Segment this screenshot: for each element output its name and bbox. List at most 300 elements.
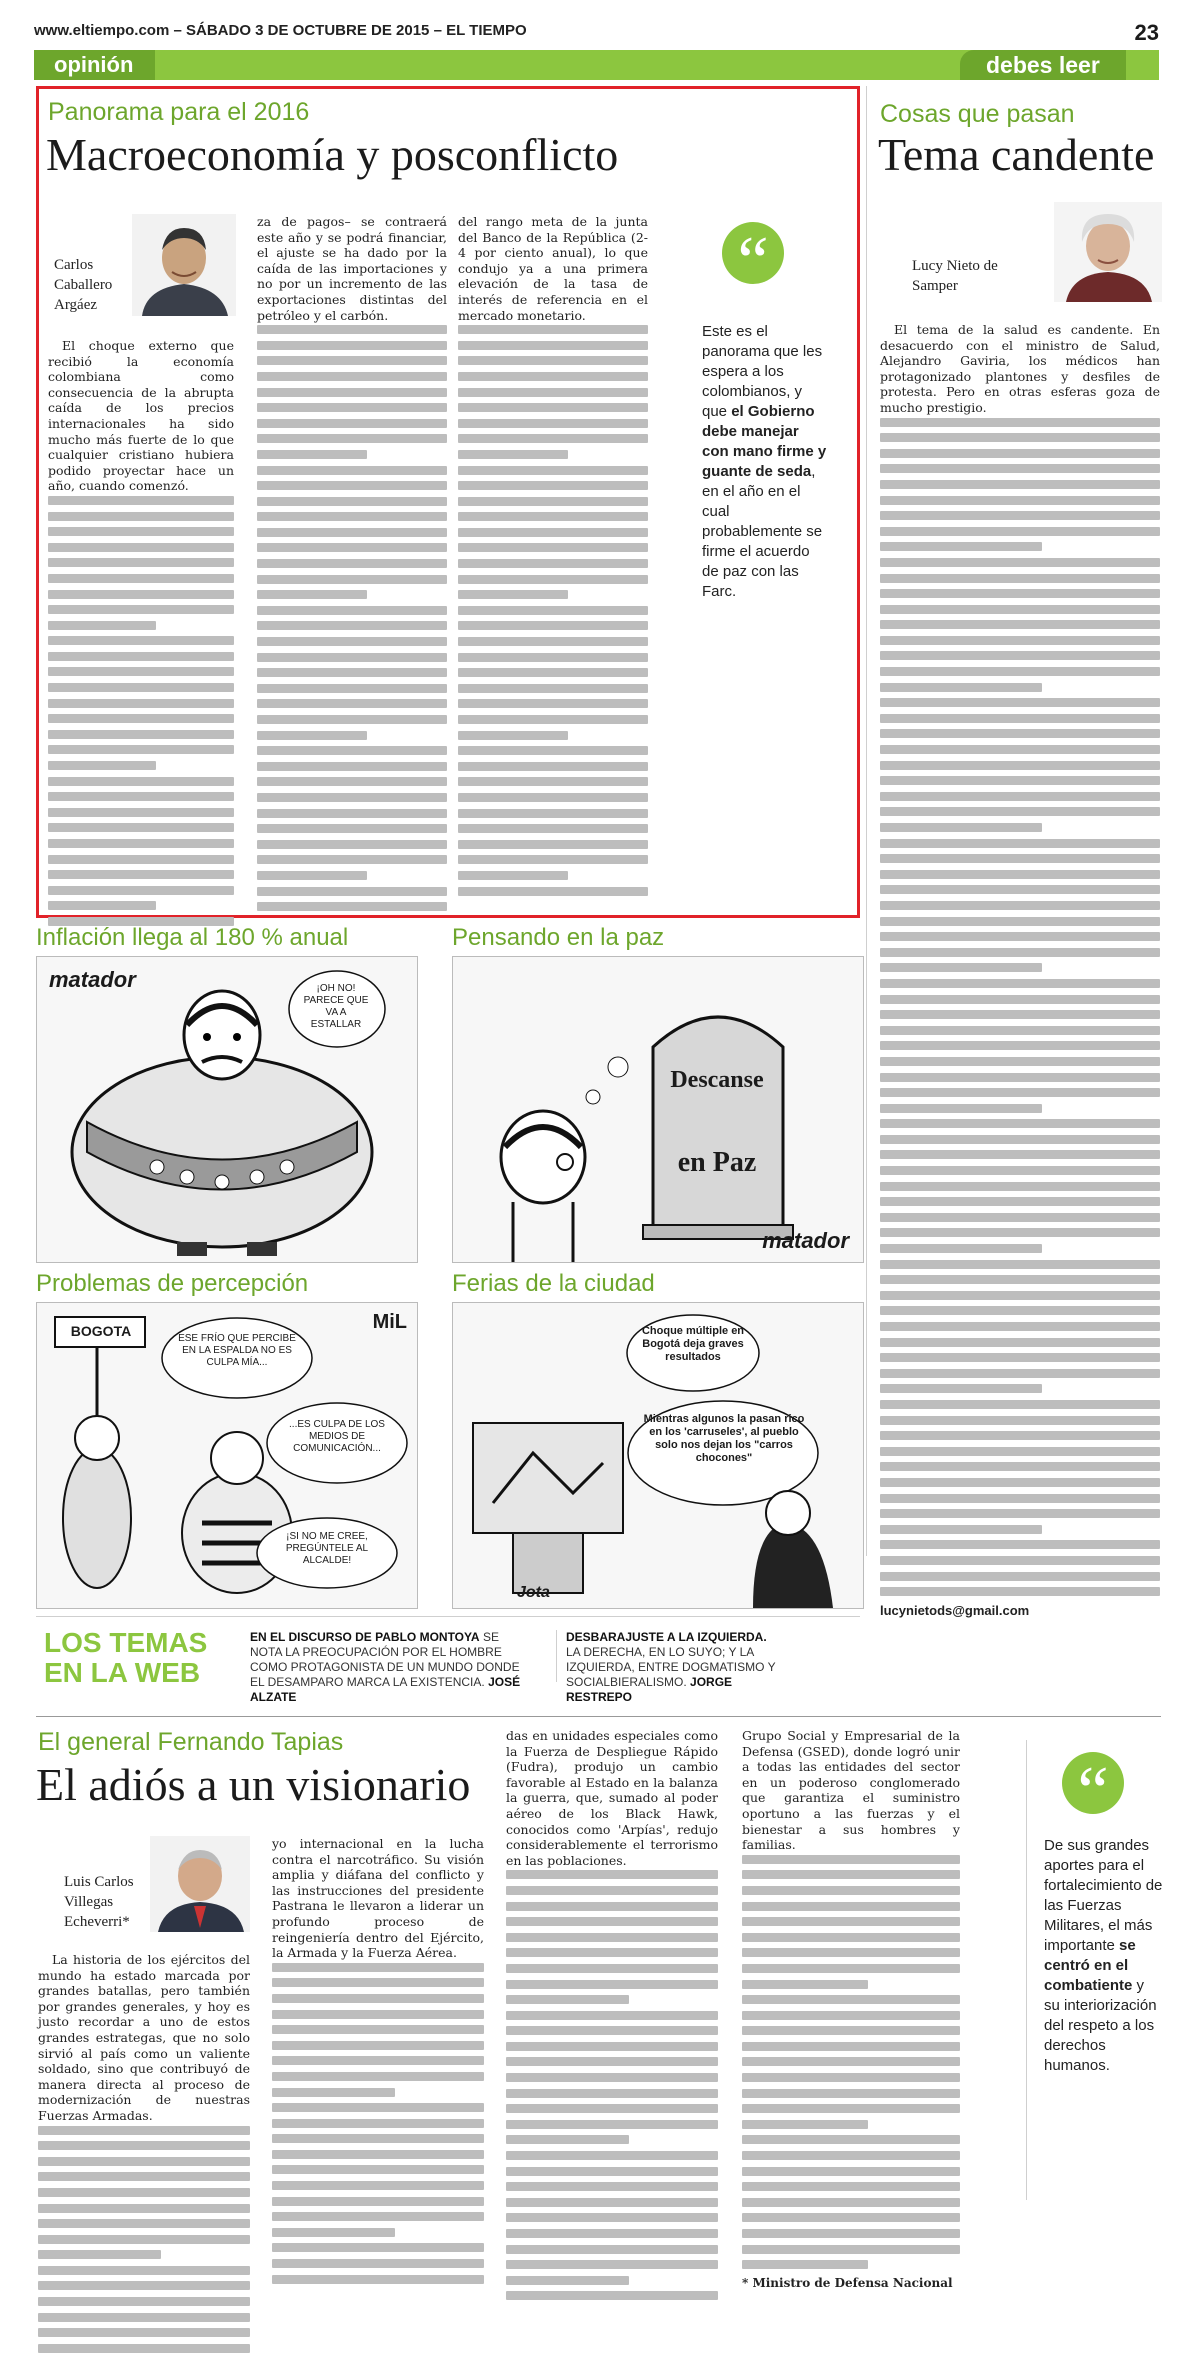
text-line-placeholder xyxy=(48,777,234,786)
text-line-placeholder xyxy=(272,2056,484,2065)
text-line-placeholder xyxy=(742,2260,868,2269)
text-line-placeholder xyxy=(257,887,447,896)
text-line-placeholder xyxy=(880,651,1160,660)
text-line-placeholder xyxy=(880,1150,1160,1159)
cartoon-2-signature: matador xyxy=(762,1228,849,1253)
text-line-placeholder xyxy=(458,699,648,708)
cartoon-4-signature: Jota xyxy=(517,1584,550,1601)
text-line-placeholder xyxy=(272,2088,395,2097)
text-line-placeholder xyxy=(458,450,568,459)
text-line-placeholder xyxy=(272,2072,484,2081)
main-article-column-3: del rango meta de la junta del Banco de la República (2-4 por ciento anual), lo que condujo ya a una primera elevación de la tasa de interés de referencia en el mercado monetario. xyxy=(458,214,648,902)
text-line-placeholder xyxy=(257,481,447,490)
text-line-placeholder xyxy=(48,527,234,536)
text-line-placeholder xyxy=(272,2228,395,2237)
bottom-article-kicker: El general Fernando Tapias xyxy=(38,1728,344,1756)
text-line-placeholder xyxy=(880,1057,1160,1066)
text-line-placeholder xyxy=(880,511,1160,520)
text-line-placeholder xyxy=(506,2198,718,2207)
text-line-placeholder xyxy=(458,434,648,443)
text-line-placeholder xyxy=(506,2120,718,2129)
text-line-placeholder xyxy=(48,683,234,692)
text-line-placeholder xyxy=(458,855,648,864)
text-line-placeholder xyxy=(38,2328,250,2337)
text-line-placeholder xyxy=(506,2229,718,2238)
text-line-placeholder xyxy=(742,2151,960,2160)
text-line-placeholder xyxy=(506,1980,718,1989)
text-line-placeholder xyxy=(880,854,1160,863)
text-line-placeholder xyxy=(458,543,648,552)
cartoon-4 xyxy=(452,1302,864,1609)
text-line-placeholder xyxy=(458,887,648,896)
cartoon-2 xyxy=(452,956,864,1263)
text-line-placeholder xyxy=(880,558,1160,567)
text-line-placeholder xyxy=(48,605,234,614)
text-line-placeholder xyxy=(880,776,1160,785)
text-line-placeholder xyxy=(48,839,234,848)
text-line-placeholder xyxy=(506,2135,629,2144)
text-line-placeholder xyxy=(506,2260,718,2269)
text-line-placeholder xyxy=(458,388,648,397)
text-line-placeholder xyxy=(48,558,234,567)
text-line-placeholder xyxy=(880,1494,1160,1503)
text-line-placeholder xyxy=(506,2073,718,2082)
text-line-placeholder xyxy=(742,2120,868,2129)
side-article-headline: Tema candente xyxy=(878,129,1155,180)
text-line-placeholder xyxy=(742,1933,960,1942)
text-line-placeholder xyxy=(38,2281,250,2290)
text-line-placeholder xyxy=(48,745,234,754)
text-line-placeholder xyxy=(458,746,648,755)
text-line-placeholder xyxy=(880,714,1160,723)
text-line-placeholder xyxy=(880,761,1160,770)
main-article-column-2: za de pagos– se contraerá este año y se podrá financiar, el ajuste se ha dado por la caída de las importaciones y no por un incremento de las exportaciones distintas del petróleo y el carbón. xyxy=(257,214,447,918)
cartoon-2-title: Pensando en la paz xyxy=(452,924,665,951)
text-line-placeholder xyxy=(880,1525,1042,1534)
text-line-placeholder xyxy=(880,1104,1042,1113)
text-line-placeholder xyxy=(880,620,1160,629)
text-line-placeholder xyxy=(742,1870,960,1879)
text-line-placeholder xyxy=(48,621,156,630)
text-line-placeholder xyxy=(257,559,447,568)
text-line-placeholder xyxy=(880,449,1160,458)
text-line-placeholder xyxy=(257,341,447,350)
text-line-placeholder xyxy=(880,683,1042,692)
text-line-placeholder xyxy=(257,824,447,833)
text-line-placeholder xyxy=(458,684,648,693)
text-line-placeholder xyxy=(257,668,447,677)
text-line-placeholder xyxy=(742,2182,960,2191)
text-line-placeholder xyxy=(458,341,648,350)
text-line-placeholder xyxy=(742,2245,960,2254)
right-section-label: debes leer xyxy=(960,50,1126,80)
side-article-kicker: Cosas que pasan xyxy=(880,100,1075,128)
text-line-placeholder xyxy=(38,2188,250,2197)
bottom-article-rule xyxy=(36,1716,1161,1717)
text-line-placeholder xyxy=(257,372,447,381)
text-line-placeholder xyxy=(458,372,648,381)
text-line-placeholder xyxy=(257,403,447,412)
column-divider xyxy=(866,86,867,1556)
text-line-placeholder xyxy=(257,840,447,849)
text-line-placeholder xyxy=(257,684,447,693)
text-line-placeholder xyxy=(880,542,1042,551)
text-line-placeholder xyxy=(506,2151,718,2160)
text-line-placeholder xyxy=(458,466,648,475)
text-line-placeholder xyxy=(272,1978,484,1987)
text-line-placeholder xyxy=(257,543,447,552)
text-line-placeholder xyxy=(272,2041,484,2050)
text-line-placeholder xyxy=(880,464,1160,473)
cartoon-4-title: Ferias de la ciudad xyxy=(452,1270,655,1297)
page-header-line: www.eltiempo.com – SÁBADO 3 DE OCTUBRE DE 2015 – EL TIEMPO xyxy=(34,22,527,39)
text-line-placeholder xyxy=(880,1041,1160,1050)
text-line-placeholder xyxy=(880,1369,1160,1378)
text-line-placeholder xyxy=(48,855,234,864)
text-line-placeholder xyxy=(742,2089,960,2098)
text-line-placeholder xyxy=(458,575,648,584)
text-line-placeholder xyxy=(880,1556,1160,1565)
text-line-placeholder xyxy=(506,2167,718,2176)
text-line-placeholder xyxy=(880,1587,1160,1596)
cartoon-3-bubble-2: ...ES CULPA DE LOS MEDIOS DE COMUNICACIÓN... xyxy=(289,1419,385,1454)
text-line-placeholder xyxy=(458,356,648,365)
text-line-placeholder xyxy=(458,512,648,521)
cartoon-3-title: Problemas de percepción xyxy=(36,1270,309,1297)
text-line-placeholder xyxy=(48,590,234,599)
text-line-placeholder xyxy=(506,1933,718,1942)
text-line-placeholder xyxy=(880,792,1160,801)
text-line-placeholder xyxy=(880,433,1160,442)
text-line-placeholder xyxy=(742,1964,960,1973)
text-line-placeholder xyxy=(880,605,1160,614)
text-line-placeholder xyxy=(742,2213,960,2222)
cartoon-3-signature: MiL xyxy=(372,1311,407,1333)
text-line-placeholder xyxy=(38,2297,250,2306)
text-line-placeholder xyxy=(48,792,234,801)
text-line-placeholder xyxy=(880,1213,1160,1222)
text-line-placeholder xyxy=(257,590,367,599)
text-line-placeholder xyxy=(880,885,1160,894)
text-line-placeholder xyxy=(742,1902,960,1911)
text-line-placeholder xyxy=(506,2057,718,2066)
text-line-placeholder xyxy=(38,2219,250,2228)
text-line-placeholder xyxy=(38,2126,250,2135)
text-line-placeholder xyxy=(880,823,1042,832)
text-line-placeholder xyxy=(742,2057,960,2066)
bottom-article-headline: El adiós a un visionario xyxy=(36,1759,471,1810)
text-line-placeholder xyxy=(257,793,447,802)
text-line-placeholder xyxy=(257,450,367,459)
text-line-placeholder xyxy=(880,1384,1042,1393)
text-line-placeholder xyxy=(880,527,1160,536)
text-line-placeholder xyxy=(257,325,447,334)
paper-name: EL TIEMPO xyxy=(446,22,527,39)
text-line-placeholder xyxy=(458,559,648,568)
text-line-placeholder xyxy=(880,418,1160,427)
text-line-placeholder xyxy=(880,1416,1160,1425)
text-line-placeholder xyxy=(506,1870,718,1879)
text-line-placeholder xyxy=(742,1995,960,2004)
text-line-placeholder xyxy=(257,746,447,755)
text-line-placeholder xyxy=(458,497,648,506)
cartoon-3 xyxy=(36,1302,418,1609)
text-line-placeholder xyxy=(48,886,234,895)
text-line-placeholder xyxy=(48,512,234,521)
text-line-placeholder xyxy=(272,2243,484,2252)
main-article-author: Carlos Caballero Argáez xyxy=(54,257,113,313)
text-line-placeholder xyxy=(880,745,1160,754)
bottom-article-author: Luis Carlos Villegas Echeverri* xyxy=(64,1874,134,1930)
web-themes-title: LOS TEMAS EN LA WEB xyxy=(44,1627,208,1688)
text-line-placeholder xyxy=(257,606,447,615)
text-line-placeholder xyxy=(458,528,648,537)
side-article-email[interactable]: lucynietods@gmail.com xyxy=(880,1602,1030,1618)
text-line-placeholder xyxy=(880,870,1160,879)
text-line-placeholder xyxy=(880,1182,1160,1191)
text-line-placeholder xyxy=(880,589,1160,598)
text-line-placeholder xyxy=(272,2197,484,2206)
text-line-placeholder xyxy=(458,481,648,490)
text-line-placeholder xyxy=(506,1917,718,1926)
web-theme-item-2[interactable]: DESBARAJUSTE A LA IZQUIERDA. LA DERECHA, EN LO SUYO; Y LA IZQUIERDA, ENTRE DOGMATISMO Y SOCIALBIERALISMO. JORGE RESTREPO xyxy=(566,1630,776,1704)
text-line-placeholder xyxy=(48,574,234,583)
text-line-placeholder xyxy=(257,388,447,397)
text-line-placeholder xyxy=(458,793,648,802)
main-article-column-1: El choque externo que recibió la economía colombiana como consecuencia de la abrupta caída de los precios internacionales ha sido mucho más fuerte de lo que cualquier cristiano hubiera podido proyectar hace un año, cuando comenzó. xyxy=(48,338,234,933)
text-line-placeholder xyxy=(257,434,447,443)
text-line-placeholder xyxy=(257,653,447,662)
text-line-placeholder xyxy=(880,1338,1160,1347)
text-line-placeholder xyxy=(257,512,447,521)
text-line-placeholder xyxy=(458,403,648,412)
text-line-placeholder xyxy=(38,2172,250,2181)
bottom-article-column-3: das en unidades especiales como la Fuerza de Despliegue Rápido (Fudra), produjo un cambio favorable al Estado en la balanza la guerra, que, sumado al poder aéreo de los Black Hawk, conocidos como 'Arpías', redujo considerablemente el terrorismo en las poblaciones. xyxy=(506,1728,718,2307)
quote-mark-icon: “ xyxy=(722,222,784,284)
text-line-placeholder xyxy=(506,2182,718,2191)
text-line-placeholder xyxy=(257,419,447,428)
text-line-placeholder xyxy=(48,870,234,879)
text-line-placeholder xyxy=(506,1886,718,1895)
text-line-placeholder xyxy=(880,1135,1160,1144)
text-line-placeholder xyxy=(458,606,648,615)
text-line-placeholder xyxy=(272,2010,484,2019)
main-article-pull-quote: Este es el panorama que les espera a los colombianos, y que el Gobierno debe manejar con mano firme y guante de seda, en el año en el cual probablemente se firme el acuerdo de paz con las Farc. xyxy=(702,323,827,600)
text-line-placeholder xyxy=(257,855,447,864)
bottom-article-pull-quote: De sus grandes aportes para el fortalecimiento de las Fuerzas Militares, el más importante se centró en el combatiente y su interiorización del respeto a los derechos humanos. xyxy=(1044,1837,1163,2074)
text-line-placeholder xyxy=(48,496,234,505)
text-line-placeholder xyxy=(458,840,648,849)
text-line-placeholder xyxy=(880,1275,1160,1284)
text-line-placeholder xyxy=(458,762,648,771)
bottom-article-footnote: * Ministro de Defensa Nacional xyxy=(742,2275,953,2290)
text-line-placeholder xyxy=(506,1948,718,1957)
page-number: 23 xyxy=(1134,20,1159,45)
text-line-placeholder xyxy=(880,1119,1160,1128)
text-line-placeholder xyxy=(880,807,1160,816)
text-line-placeholder xyxy=(880,480,1160,489)
text-line-placeholder xyxy=(506,2089,718,2098)
text-line-placeholder xyxy=(458,871,568,880)
text-line-placeholder xyxy=(257,762,447,771)
text-line-placeholder xyxy=(272,2181,484,2190)
text-line-placeholder xyxy=(257,809,447,818)
text-line-placeholder xyxy=(880,698,1160,707)
text-line-placeholder xyxy=(38,2141,250,2150)
text-line-placeholder xyxy=(458,777,648,786)
text-line-placeholder xyxy=(880,1478,1160,1487)
text-line-placeholder xyxy=(257,715,447,724)
text-line-placeholder xyxy=(272,2165,484,2174)
text-line-placeholder xyxy=(506,2026,718,2035)
text-line-placeholder xyxy=(458,668,648,677)
text-line-placeholder xyxy=(38,2313,250,2322)
text-line-placeholder xyxy=(880,1088,1160,1097)
text-line-placeholder xyxy=(272,1994,484,2003)
text-line-placeholder xyxy=(272,1963,484,1972)
text-line-placeholder xyxy=(742,2026,960,2035)
text-line-placeholder xyxy=(742,1948,960,1957)
text-line-placeholder xyxy=(880,1228,1160,1237)
author-photo xyxy=(132,214,236,316)
text-line-placeholder xyxy=(458,824,648,833)
text-line-placeholder xyxy=(742,2135,960,2144)
text-line-placeholder xyxy=(506,2213,718,2222)
text-line-placeholder xyxy=(272,2212,484,2221)
main-article-kicker: Panorama para el 2016 xyxy=(48,98,310,126)
text-line-placeholder xyxy=(458,653,648,662)
text-line-placeholder xyxy=(458,715,648,724)
text-line-placeholder xyxy=(458,731,568,740)
text-line-placeholder xyxy=(257,902,447,911)
text-line-placeholder xyxy=(272,2134,484,2143)
text-line-placeholder xyxy=(38,2235,250,2244)
web-themes-divider xyxy=(556,1630,557,1682)
text-line-placeholder xyxy=(880,1447,1160,1456)
text-line-placeholder xyxy=(257,497,447,506)
text-line-placeholder xyxy=(506,1995,629,2004)
text-line-placeholder xyxy=(506,1964,718,1973)
text-line-placeholder xyxy=(506,2042,718,2051)
text-line-placeholder xyxy=(880,1291,1160,1300)
text-line-placeholder xyxy=(742,2229,960,2238)
text-line-placeholder xyxy=(880,1244,1042,1253)
text-line-placeholder xyxy=(880,1322,1160,1331)
text-line-placeholder xyxy=(48,823,234,832)
text-line-placeholder xyxy=(38,2250,161,2259)
bottom-article-column-1: La historia de los ejércitos del mundo ha estado marcada por grandes batallas, pero también por grandes generales, y hoy es justo recordar a uno de estos grandes estrategas, que no solo sirvió al país como un valiente soldado, sino que contribuyó de manera directa al proceso de modernización de nuestras Fuerzas Armadas. xyxy=(38,1952,250,2359)
text-line-placeholder xyxy=(880,729,1160,738)
text-line-placeholder xyxy=(48,636,234,645)
text-line-placeholder xyxy=(48,714,234,723)
text-line-placeholder xyxy=(48,699,234,708)
text-line-placeholder xyxy=(38,2157,250,2166)
text-line-placeholder xyxy=(880,901,1160,910)
text-line-placeholder xyxy=(742,1855,960,1864)
text-line-placeholder xyxy=(506,2291,718,2300)
text-line-placeholder xyxy=(742,1980,868,1989)
text-line-placeholder xyxy=(742,2011,960,2020)
text-line-placeholder xyxy=(257,575,447,584)
side-article-author: Lucy Nieto de Samper xyxy=(912,258,998,294)
web-theme-item-1[interactable]: EN EL DISCURSO DE PABLO MONTOYA SE NOTA LA PREOCUPACIÓN POR EL HOMBRE COMO PROTAGONISTA DE UN MUNDO DONDE EL DESAMPARO MARCA LA EXISTENCIA. JOSÉ ALZATE xyxy=(250,1630,521,1704)
bottom-quote-divider xyxy=(1026,1740,1027,2200)
bottom-author-photo xyxy=(150,1836,250,1932)
text-line-placeholder xyxy=(880,1010,1160,1019)
text-line-placeholder xyxy=(48,652,234,661)
text-line-placeholder xyxy=(742,2073,960,2082)
bottom-article-column-4: Grupo Social y Empresarial de la Defensa (GSED), donde logró unir a todas las entidades del sector en un poderoso conglomerado que garantiza el suministro oportuno a las fuerzas y el bienestar a sus hombres y familias. * Ministro de Defensa Nacional xyxy=(742,1728,960,2290)
cartoon-3-bubble-1: ESE FRÍO QUE PERCIBE EN LA ESPALDA NO ES CULPA MÍA... xyxy=(178,1333,296,1368)
text-line-placeholder xyxy=(257,528,447,537)
text-line-placeholder xyxy=(257,699,447,708)
text-line-placeholder xyxy=(742,2042,960,2051)
text-line-placeholder xyxy=(742,1886,960,1895)
text-line-placeholder xyxy=(272,2025,484,2034)
text-line-placeholder xyxy=(272,2103,484,2112)
text-line-placeholder xyxy=(506,2276,629,2285)
text-line-placeholder xyxy=(458,809,648,818)
text-line-placeholder xyxy=(880,1166,1160,1175)
issue-date: SÁBADO 3 DE OCTUBRE DE 2015 xyxy=(186,22,430,39)
text-line-placeholder xyxy=(38,2344,250,2353)
text-line-placeholder xyxy=(458,325,648,334)
text-line-placeholder xyxy=(880,1462,1160,1471)
text-line-placeholder xyxy=(880,979,1160,988)
text-line-placeholder xyxy=(272,2119,484,2128)
cartoon-4-bubble-1: Choque múltiple en Bogotá deja graves resultados xyxy=(641,1325,745,1363)
text-line-placeholder xyxy=(272,2150,484,2159)
section-label: opinión xyxy=(34,50,155,80)
web-themes-rule xyxy=(36,1616,860,1617)
text-line-placeholder xyxy=(880,667,1160,676)
cartoon-1-title: Inflación llega al 180 % anual xyxy=(36,924,349,951)
text-line-placeholder xyxy=(880,1073,1160,1082)
text-line-placeholder xyxy=(880,1026,1160,1035)
text-line-placeholder xyxy=(880,1540,1160,1549)
text-line-placeholder xyxy=(257,356,447,365)
text-line-placeholder xyxy=(257,731,367,740)
text-line-placeholder xyxy=(458,590,568,599)
text-line-placeholder xyxy=(48,761,156,770)
text-line-placeholder xyxy=(880,1197,1160,1206)
text-line-placeholder xyxy=(48,543,234,552)
text-line-placeholder xyxy=(506,2245,718,2254)
text-line-placeholder xyxy=(880,917,1160,926)
text-line-placeholder xyxy=(880,1509,1160,1518)
text-line-placeholder xyxy=(880,1431,1160,1440)
text-line-placeholder xyxy=(880,995,1160,1004)
text-line-placeholder xyxy=(880,574,1160,583)
site-url[interactable]: www.eltiempo.com xyxy=(34,22,170,39)
text-line-placeholder xyxy=(880,948,1160,957)
text-line-placeholder xyxy=(48,667,234,676)
text-line-placeholder xyxy=(458,621,648,630)
main-article-headline: Macroeconomía y posconflicto xyxy=(46,129,619,180)
text-line-placeholder xyxy=(48,730,234,739)
text-line-placeholder xyxy=(506,2104,718,2113)
text-line-placeholder xyxy=(880,963,1042,972)
text-line-placeholder xyxy=(38,2266,250,2275)
cartoon-2-tomb-line-2: en Paz xyxy=(677,1147,757,1178)
text-line-placeholder xyxy=(257,466,447,475)
text-line-placeholder xyxy=(880,1400,1160,1409)
text-line-placeholder xyxy=(458,637,648,646)
bottom-article-column-2: yo internacional en la lucha contra el narcotráfico. Su visión amplia y diáfana del conflicto y las instrucciones del presidente Pastrana le llevaron a liderar un profundo proceso de reingeniería dentro del Ejército, la Armada y la Fuerza Aérea. xyxy=(272,1836,484,2290)
text-line-placeholder xyxy=(272,2275,484,2284)
text-line-placeholder xyxy=(257,777,447,786)
text-line-placeholder xyxy=(48,901,156,910)
